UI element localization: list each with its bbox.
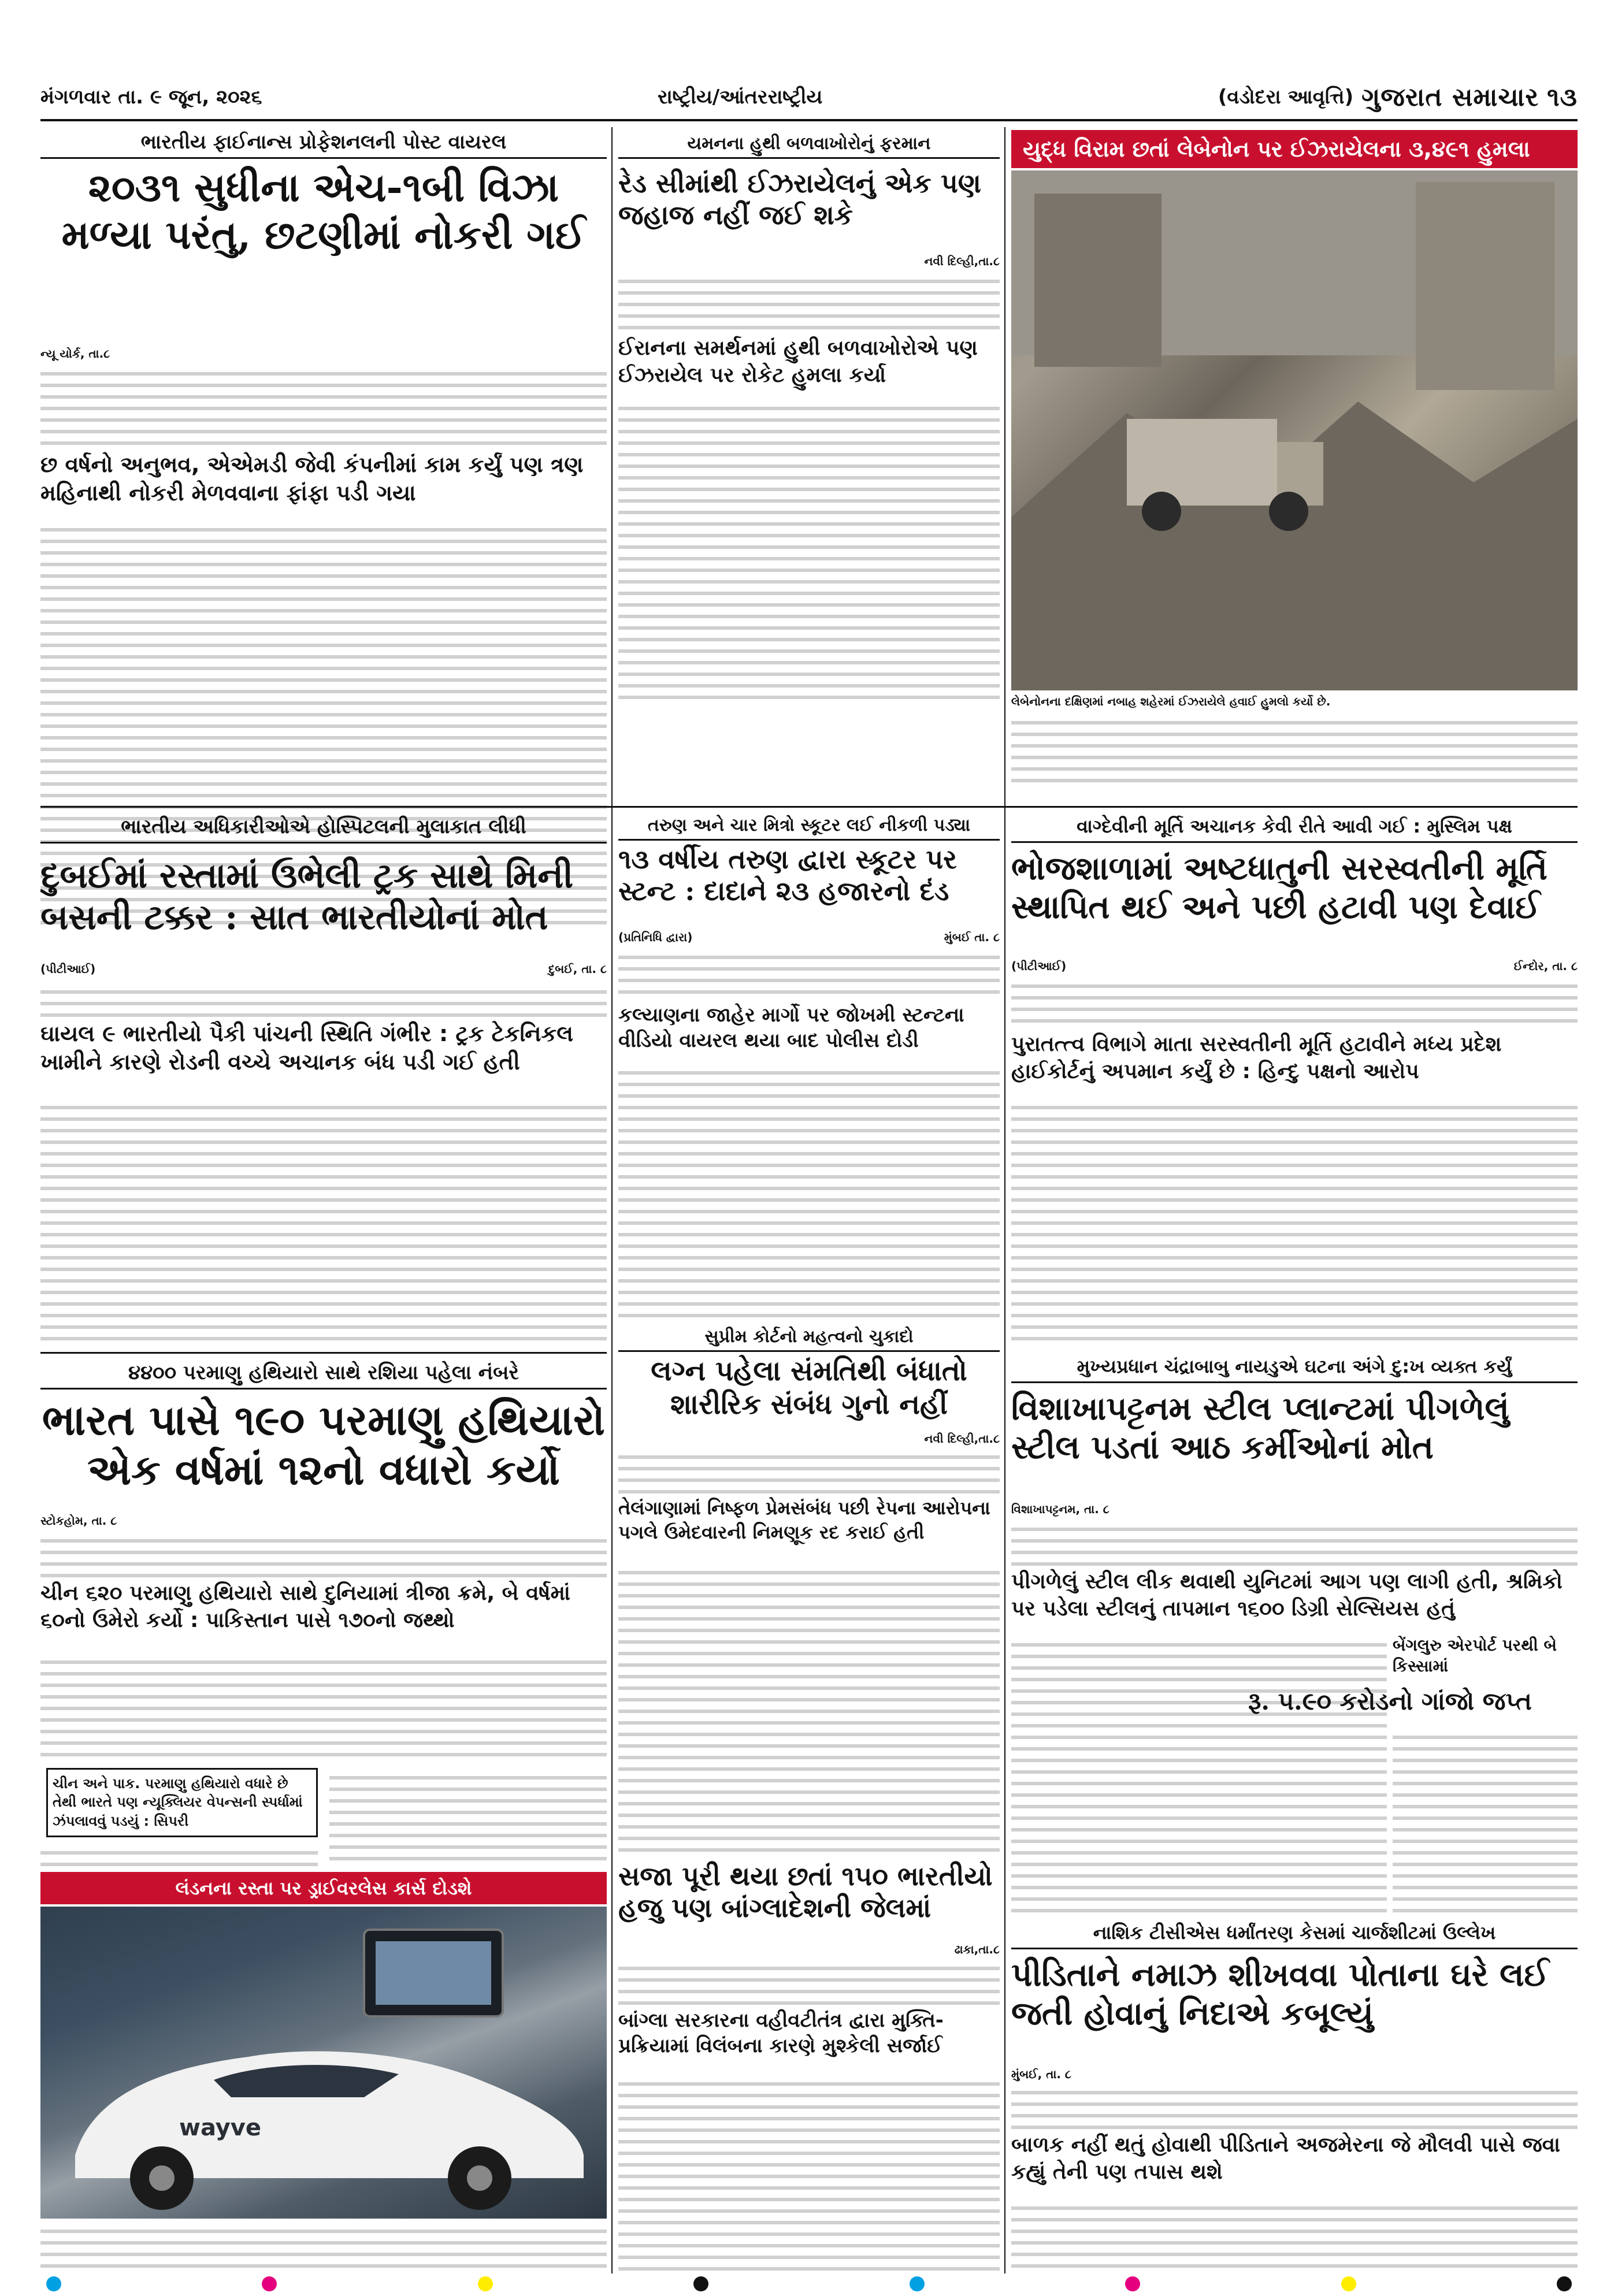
bhojshala-kicker: વાગ્દેવીની મૂર્તિ અચાનક કેવી રીતે આવી ગઈ : મુસ્લિમ પક્ષ <box>1011 812 1578 843</box>
lebanon-photo <box>1011 170 1578 690</box>
nuclear-subhead: ચીન ૬૨૦ પરમાણુ હથિયારો સાથે દુનિયામાં ત્રીજા ક્રમે, બે વર્ષમાં ૬૦નો ઉમેરો કર્યો : પાકિસ્તાન પાસે ૧૭૦નો જથ્થો <box>40 1581 570 1632</box>
nuclear-headline-2: એક વર્ષમાં ૧૨નો વધારો કર્યો <box>87 1445 560 1495</box>
row-divider <box>40 806 1578 808</box>
scooter-source: (પ્રતિનિધિ દ્વારા) <box>618 930 693 944</box>
nashik-dateline: મુંબઈ, તા. ૮ <box>1011 2067 1071 2081</box>
nashik-subhead: બાળક નહીં થતું હોવાથી પીડિતાને અજમેરના જે મૌલવી પાસે જવા કહ્યું તેની પણ તપાસ થશે <box>1011 2133 1561 2184</box>
nuclear-kicker-wrap <box>40 1358 607 1392</box>
supreme-intro <box>618 1447 1000 1493</box>
bangladesh-subhead: બાંગ્લા સરકારના વહીવટીતંત્ર દ્વારા મુક્તિ-પ્રક્રિયામાં વિલંબના કારણે મુશ્કેલી સર્જાઈ <box>618 2009 944 2058</box>
nuclear-body-left <box>40 1843 318 1866</box>
yemen-body-columns <box>618 399 1000 699</box>
lebanon-caption-more <box>1011 713 1578 788</box>
issue-date: મંગળવાર તા. ૯ જૂન, ૨૦૨૬ <box>40 86 262 109</box>
bengaluru-headline: રૂ. ૫.૯૦ કરોડનો ગાંજો જપ્ત <box>1248 1687 1532 1715</box>
h1b-article-head <box>40 127 607 347</box>
yemen-kicker: યમનના હુથી બળવાખોરોનું ફરમાન <box>618 130 1000 159</box>
nashik-intro <box>1011 2083 1578 2129</box>
dubai-intro <box>40 982 607 1017</box>
nuclear-dateline: સ્ટોકહોમ, તા. ૮ <box>40 1514 117 1528</box>
scooter-subhead: કલ્યાણના જાહેર માર્ગો પર જોખમી સ્ટન્ટના વીડિયો વાયરલ થયા બાદ પોલીસ દોડી <box>618 1004 964 1053</box>
dubai-kicker: ભારતીય અધિકારીઓએ હોસ્પિટલની મુલાકાત લીધી <box>40 812 607 844</box>
supreme-body-columns <box>618 1563 1000 1855</box>
vizag-kicker-wrap <box>1011 1352 1578 1387</box>
supreme-subhead: તેલંગાણામાં નિષ્ફળ પ્રેમસંબંધ પછી રેપના આરોપના પગલે ઉમેદવારની નિમણૂક રદ કરાઈ હતી <box>618 1497 990 1543</box>
newspaper-brand: ગુજરાત સમાચાર <box>1361 82 1539 112</box>
dubai-dateline: દુબઈ, તા. ૮ <box>548 962 607 976</box>
vizag-kicker: મુખ્યપ્રધાન ચંદ્રાબાબુ નાયડુએ ઘટના અંગે દુ:ખ વ્યક્ત કર્યું <box>1011 1352 1578 1383</box>
nuclear-headline-1: ભારત પાસે ૧૯૦ પરમાણુ હથિયારો <box>42 1395 606 1444</box>
bangladesh-intro <box>618 1959 1000 2005</box>
supreme-headline: લગ્ન પહેલા સંમતિથી બંધાતો શારીરિક સંબંધ ગુનો નહીં <box>651 1355 967 1421</box>
bengaluru-body <box>1393 1727 1578 1912</box>
yellow-dot <box>478 2276 493 2291</box>
supreme-dateline: નવી દિલ્હી,તા.૮ <box>924 1432 1000 1446</box>
bangladesh-headline: સજા પૂરી થયા છતાં ૧૫૦ ભારતીયો હજુ પણ બાંગ્લાદેશની જેલમાં <box>618 1860 993 1924</box>
scooter-intro <box>618 948 1000 1000</box>
supreme-kicker-wrap <box>618 1323 1000 1358</box>
vizag-headline: વિશાખાપટ્ટનમ સ્ટીલ પ્લાન્ટમાં પીગળેલું સ્ટીલ પડતાં આઠ કર્મીઓનાં મોત <box>1011 1390 1509 1467</box>
nashik-headline: પીડિતાને નમાઝ શીખવવા પોતાના ઘરે લઈ જતી હોવાનું નિદાએ કબૂલ્યું <box>1011 1956 1549 2033</box>
dubai-headline-2: બસની ટક્કર : સાત ભારતીયોનાં મોત <box>40 897 548 938</box>
nuclear-intro <box>40 1531 607 1577</box>
magenta-dot <box>1125 2276 1140 2291</box>
bangladesh-dateline: ઢાકા,તા.૮ <box>954 1942 1000 1956</box>
dubai-headline <box>40 855 607 959</box>
nashik-kicker: નાશિક ટીસીએસ ધર્માંતરણ કેસમાં ચાર્જશીટમાં ઉલ્લેખ <box>1011 1918 1578 1949</box>
section-label: રાષ્ટ્રીય/આંતરરાષ્ટ્રીય <box>657 86 823 109</box>
bangladesh-body-columns <box>618 2074 1000 2273</box>
yellow-dot <box>1341 2276 1356 2291</box>
yemen-subhead: ઈરાનના સમર્થનમાં હુથી બળવાખોરોએ પણ ઈઝરાયેલ પર રોકેટ હુમલા કર્યા <box>618 336 978 387</box>
black-dot <box>1557 2276 1572 2291</box>
masthead-right <box>1218 83 1578 112</box>
driverless-car-illustration <box>40 1907 607 2219</box>
scooter-kicker-wrap <box>618 812 1000 846</box>
scooter-dateline: મુંબઈ તા. ૮ <box>944 930 1000 944</box>
dubai-kicker-wrap <box>40 812 607 846</box>
london-banner: લંડનના રસ્તા પર ડ્રાઈવરલેસ કાર્સ દોડશે <box>40 1872 607 1904</box>
vizag-subhead: પીગળેલું સ્ટીલ લીક થવાથી યુનિટમાં આગ પણ લાગી હતી, શ્રમિકો પર પડેલા સ્ટીલનું તાપમાન ૧૬૦૦ ડિગ્રી સેલ્સિયસ હતું <box>1011 1570 1563 1621</box>
bengaluru-kicker: બેંગલુરુ એરપોર્ટ પરથી બે કિસ્સામાં <box>1393 1636 1557 1676</box>
h1b-subhead: છ વર્ષનો અનુભવ, એએમડી જેવી કંપનીમાં કામ કર્યું પણ ત્રણ મહિનાથી નોકરી મેળવવાના ફાંફા પડી ગયા <box>40 452 584 506</box>
scooter-dateline-row <box>618 930 1000 946</box>
lebanon-banner: યુદ્ધ વિરામ છતાં લેબેનોન પર ઈઝરાયેલના ૩,૪૯૧ હુમલા <box>1011 130 1578 168</box>
column-rule-2 <box>1004 127 1005 2273</box>
print-registration-marks <box>46 2276 1572 2294</box>
supreme-kicker: સુપ્રીમ કોર્ટનો મહત્વનો ચુકાદો <box>618 1323 1000 1352</box>
bhojshala-source: (પીટીઆઈ) <box>1011 959 1067 973</box>
yemen-headline: રેડ સીમાંથી ઈઝરાયેલનું એક પણ જહાજ નહીં જઈ શકે <box>618 168 981 231</box>
nuclear-boxed-quote: ચીન અને પાક. પરમાણુ હથિયારો વધારે છે તેથી ભારતે પણ ન્યૂક્લિયર વેપન્સની સ્પર્ધામાં ઝંપલાવવું પડયું : સિપરી <box>46 1768 318 1837</box>
page-number: ૧૩ <box>1547 82 1578 112</box>
h1b-body-text <box>40 364 607 445</box>
edition-label: (વડોદરા આવૃત્તિ) <box>1218 86 1354 109</box>
nuclear-kicker: ૪૪૦૦ પરમાણુ હથિયારો સાથે રશિયા પહેલા નંબરે <box>40 1358 607 1390</box>
bhojshala-headline: ભોજશાળામાં અષ્ટધાતુની સરસ્વતીની મૂર્તિ સ્થાપિત થઈ અને પછી હટાવી પણ દેવાઈ <box>1011 849 1548 927</box>
bhojshala-dateline: ઈન્દોર, તા. ૮ <box>1513 959 1578 973</box>
divider-left <box>40 1352 607 1354</box>
yemen-dateline: નવી દિલ્હી,તા.૮ <box>924 254 1000 268</box>
scooter-kicker: તરુણ અને ચાર મિત્રો સ્કૂટર લઈ નીકળી પડ્યા <box>618 812 1000 841</box>
nuclear-body-upper <box>40 1652 607 1762</box>
nashik-body-columns <box>1011 2198 1578 2273</box>
page-header <box>40 75 1578 121</box>
dubai-source: (પીટીઆઈ) <box>40 962 96 976</box>
dubai-body-columns <box>40 1098 607 1346</box>
h1b-dateline: ન્યૂ યોર્ક, તા.૮ <box>40 347 110 361</box>
london-caption <box>40 2221 607 2273</box>
car-brand-text: wayve <box>179 2115 261 2141</box>
h1b-headline-1: ૨૦૩૧ સુધીના એચ-૧બી વિઝા <box>88 165 559 211</box>
london-photo <box>40 1907 607 2219</box>
rubble-illustration <box>1011 170 1578 690</box>
nuclear-headline <box>40 1395 607 1511</box>
yemen-body-text <box>618 272 1000 335</box>
nashik-kicker-wrap <box>1011 1918 1578 1953</box>
vizag-dateline: વિશાખાપટ્ટનમ, તા. ૮ <box>1011 1502 1109 1516</box>
dubai-subhead: ઘાયલ ૯ ભારતીયો પૈકી પાંચની સ્થિતિ ગંભીર : ટ્રક ટેકનિકલ ખામીને કારણે રોડની વચ્ચે અચાનક બંધ પડી ગઈ હતી <box>40 1021 574 1075</box>
h1b-headline-2: મળ્યા પરંતુ, છટણીમાં નોકરી ગઈ <box>61 211 586 258</box>
vizag-intro <box>1011 1519 1578 1566</box>
bhojshala-subhead: પુરાતત્ત્વ વિભાગે માતા સરસ્વતીની મૂર્તિ હટાવીને મધ્ય પ્રદેશ હાઈકોર્ટનું અપમાન કર્યું છે : હિન્દુ પક્ષનો આરોપ <box>1011 1032 1502 1083</box>
scooter-body-columns <box>618 1063 1000 1317</box>
cyan-dot <box>46 2276 61 2291</box>
magenta-dot <box>262 2276 277 2291</box>
lebanon-caption <box>1011 693 1578 797</box>
h1b-kicker: ભારતીય ફાઈનાન્સ પ્રોફેશનલની પોસ્ટ વાયરલ <box>40 127 607 159</box>
lebanon-caption-text: લેબેનોનના દક્ષિણમાં નબાહ શહેરમાં ઈઝરાયેલે હવાઈ હુમલો કર્યો છે. <box>1011 694 1331 708</box>
bhojshala-dateline-row <box>1011 959 1578 975</box>
cyan-dot <box>910 2276 925 2291</box>
scooter-headline: ૧૩ વર્ષીય તરુણ દ્વારા સ્કૂટર પર સ્ટન્ટ : દાદાને ૨૩ હજારનો દંડ <box>618 844 957 907</box>
bhojshala-intro <box>1011 976 1578 1028</box>
column-rule-1 <box>611 127 613 2273</box>
dubai-headline-1: દુબઈમાં રસ્તામાં ઉભેલી ટ્રક સાથે મિની <box>40 856 574 896</box>
vizag-body-columns <box>1011 1635 1387 1912</box>
dubai-dateline-row <box>40 962 607 978</box>
black-dot <box>693 2276 708 2291</box>
bhojshala-kicker-wrap <box>1011 812 1578 846</box>
bhojshala-body-columns <box>1011 1098 1578 1346</box>
nuclear-body-right <box>329 1768 607 1866</box>
